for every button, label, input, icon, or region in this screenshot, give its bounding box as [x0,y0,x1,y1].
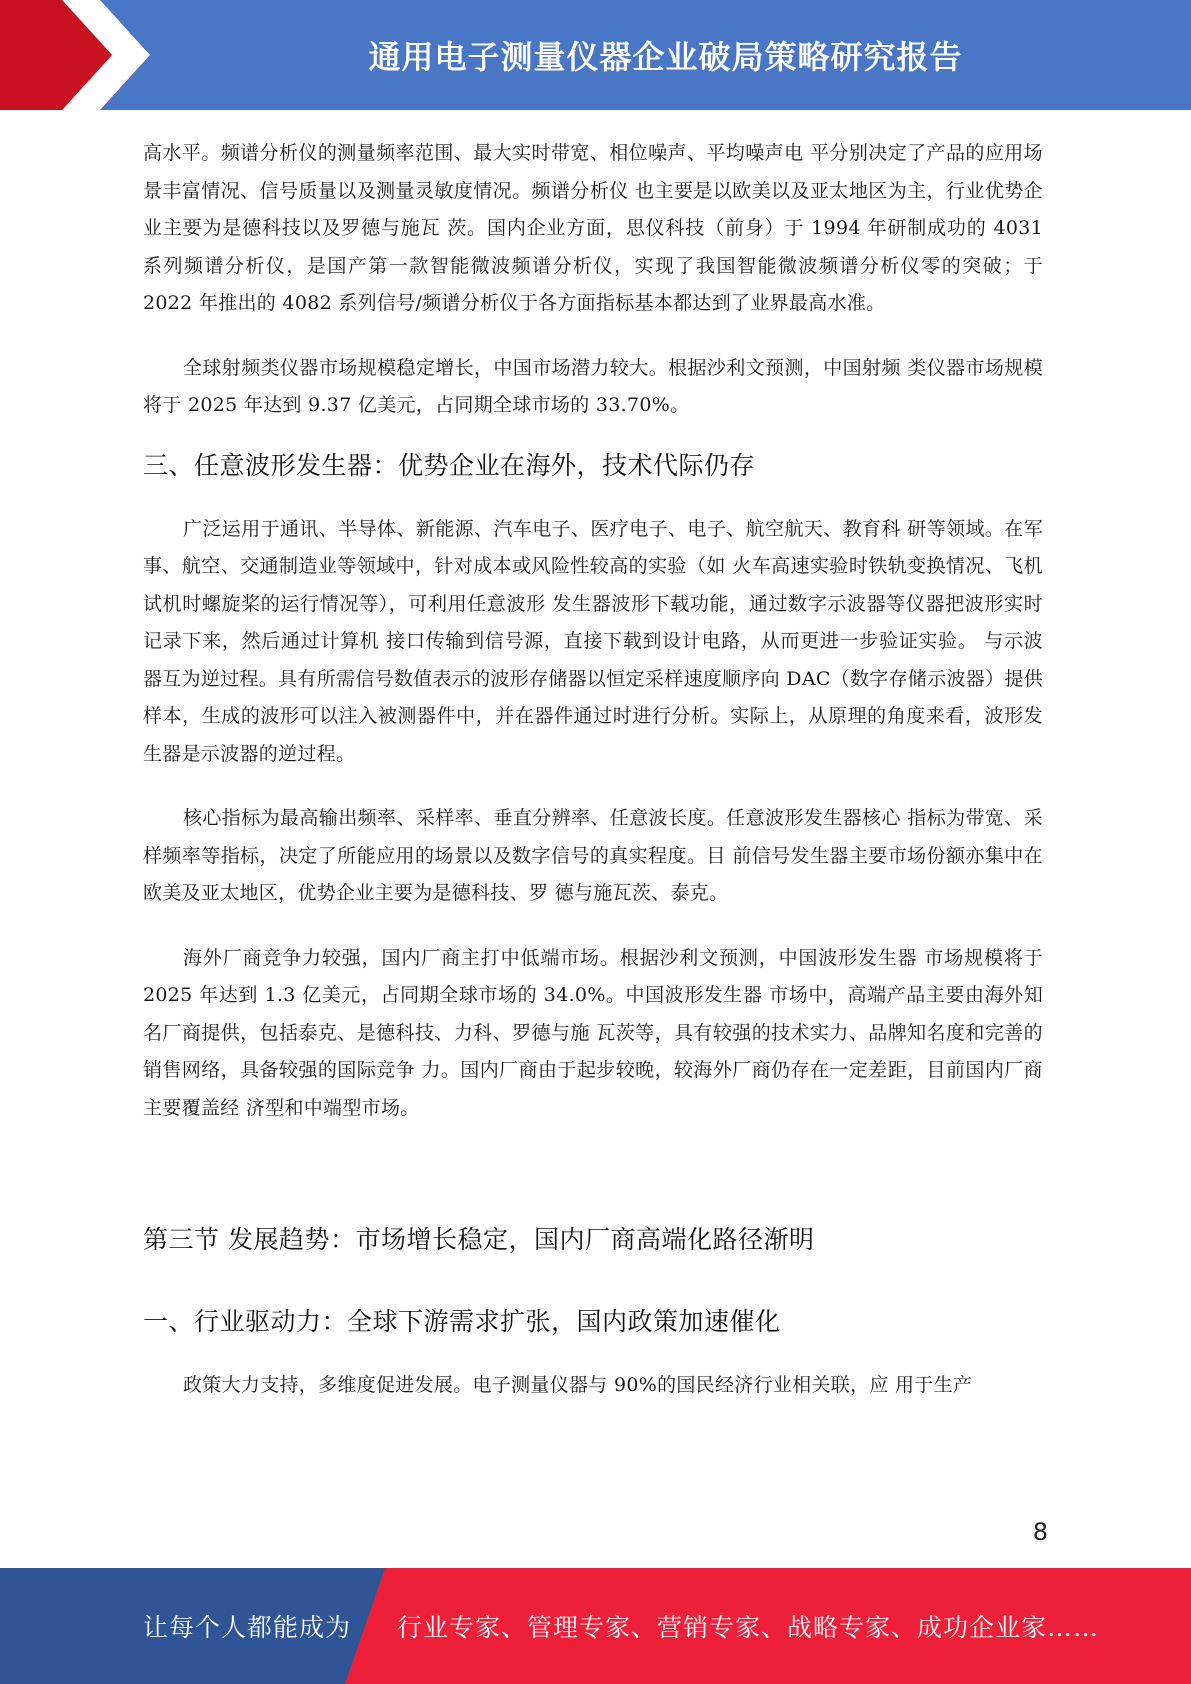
section-heading-trends: 第三节 发展趋势：市场增长稳定，国内厂商高端化路径渐明 [143,1225,815,1254]
page-header [0,0,1191,110]
paragraph-policy-support: 政策大力支持，多维度促进发展。电子测量仪器与 90%的国民经济行业相关联，应 用于生产 [183,1374,973,1396]
page-number: 8 [1032,1518,1048,1546]
header-arrow-decoration [0,0,160,110]
paragraph-awg-applications: 广泛运用于通讯、半导体、新能源、汽车电子、医疗电子、电子、航空航天、教育科 研等领域。在军事、航空、交通制造业等领域中，针对成本或风险性较高的实验（如 火车高速实验时铁轨变换情况、飞机试机时螺旋桨的运行情况等），可利用任意波形 发生器波形下载功能，通过数字示波器等仪器把波形实时记录下来，然后通过计算机 接口传输到信号源，直接下载到设计电路，从而更进一步验证实验。 与示波器互为逆过程。具有所需信号数值表示的波形存储器以恒定采样速度顺序向 DAC（数字存储示波器）提供样本，生成的波形可以注入被测器件中，并在器件通过时进行分析。实际上，从原理的角度来看，波形发生器是示波器的逆过程。 [143,517,1043,765]
paragraph-spectrum-analyzer: 高水平。频谱分析仪的测量频率范围、最大实时带宽、相位噪声、平均噪声电 平分别决定了产品的应用场景丰富情况、信号质量以及测量灵敏度情况。频谱分析仪 也主要是以欧美以及亚太地区为主，行业优势企业主要为是德科技以及罗德与施瓦 茨。国内企业方面，思仪科技（前身）于 1994 年研制成功的 4031 系列频谱分析仪，是国产第一款智能微波频谱分析仪，实现了我国智能微波频谱分析仪零的突破；于 2022 年推出的 4082 系列信号/频谱分析仪于各方面指标基本都达到了业界最高水准。 [143,142,1043,314]
section-heading-drivers: 一、行业驱动力：全球下游需求扩张，国内政策加速催化 [143,1307,781,1336]
report-title: 通用电子测量仪器企业破局策略研究报告 [368,38,963,76]
document-body [143,135,1043,1405]
section-heading-awg: 三、任意波形发生器：优势企业在海外，技术代际仍存 [143,450,756,480]
footer-slogan-right: 行业专家、管理专家、营销专家、战略专家、成功企业家…… [397,1613,1100,1642]
paragraph-awg-core-metrics: 核心指标为最高输出频率、采样率、垂直分辨率、任意波长度。任意波形发生器核心 指标为带宽、采样频率等指标，决定了所能应用的场景以及数字信号的真实程度。目 前信号发生器主要市场份额亦集中在欧美及亚太地区，优势企业主要为是德科技、罗 德与施瓦茨、泰克。 [143,807,1043,904]
paragraph-rf-market: 全球射频类仪器市场规模稳定增长，中国市场潜力较大。根据沙利文预测，中国射频 类仪器市场规模将于 2025 年达到 9.37 亿美元，占同期全球市场的 33.70%。 [143,356,1043,416]
footer-slogan-left: 让每个人都能成为 [143,1613,352,1642]
page-footer [0,1568,1191,1684]
paragraph-awg-market: 海外厂商竞争力较强，国内厂商主打中低端市场。根据沙利文预测，中国波形发生器 市场规模将于 2025 年达到 1.3 亿美元，占同期全球市场的 34.0%。中国波形发生器 市场中，高端产品主要由海外知名厂商提供，包括泰克、是德科技、力科、罗德与施 瓦茨等，具有较强的技术实力、品牌知名度和完善的销售网络，具备较强的国际竞争 力。国内厂商由于起步较晚，较海外厂商仍存在一定差距，目前国内厂商主要覆盖经 济型和中端型市场。 [143,946,1043,1119]
